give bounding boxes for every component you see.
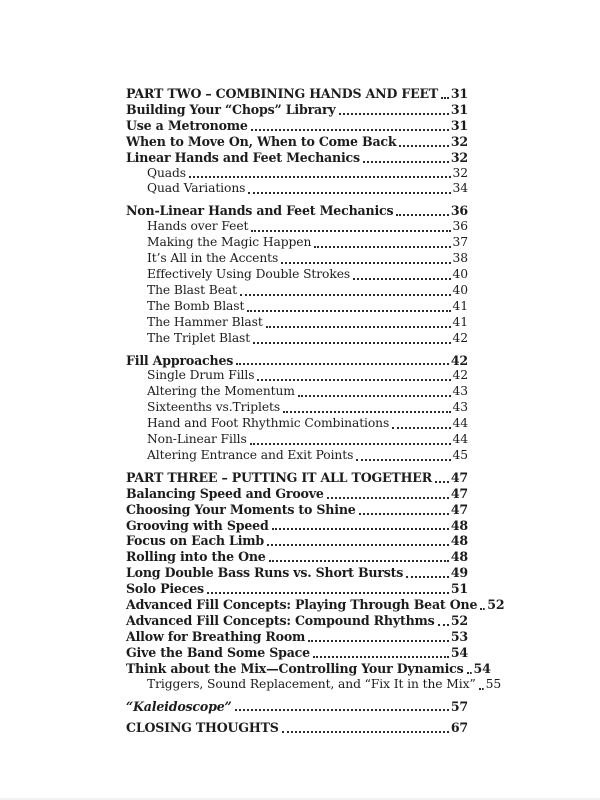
- toc-entry-title: PART TWO – COMBINING HANDS AND FEET: [126, 86, 439, 101]
- toc-entry-page: 67: [450, 720, 468, 736]
- dot-leader: [432, 470, 451, 486]
- dot-leader: [324, 486, 451, 502]
- dot-leader: [435, 613, 451, 629]
- dot-leader: [248, 219, 452, 235]
- toc-entry: [126, 432, 468, 448]
- toc-entry-page: 40: [452, 282, 468, 297]
- toc-entry-page: 36: [452, 219, 468, 234]
- toc-entry-page: 55: [485, 676, 502, 691]
- toc-entry-page: 54: [473, 660, 491, 676]
- toc-entry-page: 38: [452, 251, 468, 266]
- dot-leader: [476, 677, 486, 693]
- toc-entry-page: 48: [450, 517, 468, 533]
- toc-entry: [126, 102, 468, 118]
- toc-entry: [126, 400, 468, 416]
- dot-leader: [438, 86, 451, 102]
- toc-entry-page: 36: [450, 203, 468, 219]
- dot-leader: [186, 166, 453, 182]
- toc-entry-title: When to Move On, When to Come Back: [126, 133, 397, 149]
- toc-entry-title: Rolling into the One: [126, 549, 266, 565]
- toc-entry-page: 48: [450, 549, 468, 565]
- toc-entry-page: 32: [450, 133, 468, 149]
- toc-entry: [126, 597, 505, 613]
- toc-entry: [126, 235, 468, 251]
- toc-entry-title: The Triplet Blast: [147, 330, 251, 345]
- dot-leader: [350, 267, 452, 283]
- dot-leader: [278, 251, 452, 267]
- toc-entry: [126, 203, 468, 219]
- toc-entry-title: Building Your “Chops” Library: [126, 101, 336, 117]
- toc-entry-page: 48: [450, 533, 468, 549]
- toc-entry-page: 32: [452, 165, 468, 180]
- toc-entry-title: Altering Entrance and Exit Points: [147, 447, 354, 462]
- dot-leader: [245, 181, 452, 197]
- toc-entry: [126, 219, 468, 235]
- toc-entry-title: Allow for Breathing Room: [126, 628, 306, 644]
- toc-entry: [126, 368, 468, 384]
- toc-entry-title: Fill Approaches: [126, 352, 234, 368]
- toc-entry: [126, 384, 468, 400]
- dot-leader: [254, 368, 452, 384]
- toc-entry-page: 34: [452, 181, 468, 196]
- toc-entry-page: 45: [452, 447, 468, 462]
- toc-entry: [126, 565, 468, 581]
- toc-entry-title: CLOSING THOUGHTS: [126, 720, 279, 736]
- toc-entry-page: 42: [452, 368, 468, 383]
- toc-entry: [126, 486, 468, 502]
- dot-leader: [266, 549, 451, 565]
- toc-entry-title: The Bomb Blast: [147, 298, 245, 313]
- toc-entry-page: 47: [450, 485, 468, 501]
- dot-leader: [464, 661, 474, 677]
- dot-leader: [232, 699, 451, 715]
- toc-entry-page: 52: [450, 613, 468, 628]
- toc-entry: [126, 315, 468, 331]
- toc-entry-title: Advanced Fill Concepts: Compound Rhythms: [126, 613, 435, 628]
- dot-leader: [356, 502, 451, 518]
- toc-entry: [126, 299, 468, 315]
- toc-entry-page: 32: [450, 149, 468, 165]
- toc-entry-title: The Blast Beat: [147, 282, 237, 297]
- toc-entry: [126, 645, 468, 661]
- toc-entry-title: “Kaleidoscope”: [126, 698, 232, 714]
- toc-entry-title: Grooving with Speed: [126, 517, 269, 533]
- toc-entry-title: The Hammer Blast: [147, 314, 263, 329]
- dot-leader: [360, 150, 451, 166]
- toc-entry-title: Non-Linear Fills: [147, 432, 247, 447]
- toc-entry-title: Triggers, Sound Replacement, and “Fix It in the Mix”: [147, 676, 476, 691]
- dot-leader: [250, 331, 452, 347]
- toc-entry-page: 54: [450, 644, 468, 660]
- toc-entry: [126, 581, 468, 597]
- dot-leader: [279, 720, 451, 736]
- toc-entry: [126, 660, 491, 677]
- toc-entry-page: 43: [452, 384, 468, 399]
- toc-entry-page: 41: [452, 298, 468, 313]
- toc-entry: [126, 150, 468, 166]
- toc-entry-title: Hand and Foot Rhythmic Combinations: [147, 416, 390, 431]
- toc-entry-title: Think about the Mix—Controlling Your Dynamics: [126, 660, 464, 676]
- dot-leader: [269, 518, 451, 534]
- dot-leader: [263, 315, 453, 331]
- toc-entry-title: It’s All in the Accents: [147, 251, 279, 266]
- toc-entry: [126, 181, 468, 197]
- toc-entry-page: 49: [450, 565, 468, 581]
- toc-entry: [126, 416, 468, 432]
- toc-entry: [126, 613, 468, 629]
- toc-entry: [126, 166, 468, 182]
- dot-leader: [389, 416, 452, 432]
- toc-entry-page: 53: [450, 628, 468, 644]
- dot-leader: [477, 597, 487, 613]
- toc-entry-title: Non-Linear Hands and Feet Mechanics: [126, 203, 394, 219]
- toc-entry-title: Balancing Speed and Groove: [126, 485, 324, 501]
- toc-entry: [126, 283, 468, 299]
- toc-entry: [126, 502, 468, 518]
- toc-entry-page: 42: [450, 352, 468, 368]
- dot-leader: [233, 353, 451, 369]
- toc-entry-page: 40: [452, 266, 468, 281]
- toc-entry: [126, 118, 468, 134]
- toc-entry: [126, 533, 468, 549]
- dot-leader: [353, 448, 452, 464]
- toc-entry: [126, 699, 468, 715]
- toc-entry: [126, 353, 468, 369]
- dot-leader: [311, 235, 452, 251]
- toc-entry: [126, 629, 468, 645]
- dot-leader: [280, 400, 452, 416]
- dot-leader: [336, 102, 451, 118]
- toc-entry-page: 31: [450, 86, 468, 101]
- toc-entry-page: 42: [452, 330, 468, 345]
- dot-leader: [396, 134, 450, 150]
- dot-leader: [403, 565, 451, 581]
- toc-entry-title: Altering the Momentum: [147, 384, 295, 399]
- toc-entry: [126, 267, 468, 283]
- dot-leader: [305, 629, 451, 645]
- dot-leader: [295, 384, 453, 400]
- toc-entry-page: 51: [450, 581, 468, 597]
- toc-entry-page: 44: [452, 416, 468, 431]
- toc-entry-title: Sixteenths vs.Triplets: [147, 400, 281, 415]
- toc-entry-page: 31: [450, 101, 468, 117]
- dot-leader: [204, 581, 451, 597]
- toc-entry-title: Choosing Your Moments to Shine: [126, 501, 356, 517]
- toc-entry-page: 52: [487, 597, 505, 613]
- dot-leader: [264, 533, 451, 549]
- toc-entry-page: 41: [452, 314, 468, 329]
- toc-entry: [126, 549, 468, 565]
- toc-list: [126, 86, 505, 736]
- dot-leader: [247, 432, 453, 448]
- toc-entry-title: Long Double Bass Runs vs. Short Bursts: [126, 565, 404, 581]
- toc-entry-title: Solo Pieces: [126, 581, 204, 597]
- toc-entry-page: 44: [452, 432, 468, 447]
- toc-entry: [126, 134, 468, 150]
- dot-leader: [237, 283, 453, 299]
- toc-entry: [126, 448, 468, 464]
- toc-entry: [126, 470, 468, 486]
- toc-entry-page: 47: [450, 501, 468, 517]
- toc-entry-page: 57: [450, 698, 468, 714]
- toc-entry: [126, 251, 468, 267]
- toc-entry-title: Quad Variations: [147, 181, 246, 196]
- toc-entry-title: PART THREE – PUTTING IT ALL TOGETHER: [126, 469, 432, 485]
- dot-leader: [244, 299, 452, 315]
- dot-leader: [393, 203, 450, 219]
- toc-entry-title: Use a Metronome: [126, 117, 248, 133]
- toc-entry: [126, 676, 502, 693]
- toc-entry-title: Making the Magic Happen: [147, 235, 312, 250]
- toc-entry: [126, 518, 468, 534]
- dot-leader: [310, 645, 451, 661]
- toc-entry-title: Give the Band Some Space: [126, 644, 310, 660]
- toc-entry-title: Advanced Fill Concepts: Playing Through Beat One: [126, 597, 478, 613]
- toc-entry: [126, 331, 468, 347]
- toc-entry-title: Linear Hands and Feet Mechanics: [126, 149, 360, 165]
- toc-entry: [126, 720, 468, 736]
- toc-entry-title: Hands over Feet: [147, 219, 249, 234]
- toc-entry-title: Single Drum Fills: [147, 368, 255, 383]
- toc-entry: [126, 86, 468, 102]
- toc-entry-title: Effectively Using Double Strokes: [147, 266, 351, 281]
- toc-entry-title: Quads: [147, 165, 187, 180]
- toc-entry-page: 37: [452, 235, 468, 250]
- toc-entry-page: 47: [450, 469, 468, 485]
- toc-entry-title: Focus on Each Limb: [126, 533, 265, 549]
- toc-entry-page: 43: [452, 400, 468, 415]
- dot-leader: [248, 118, 451, 134]
- toc-entry-page: 31: [450, 117, 468, 133]
